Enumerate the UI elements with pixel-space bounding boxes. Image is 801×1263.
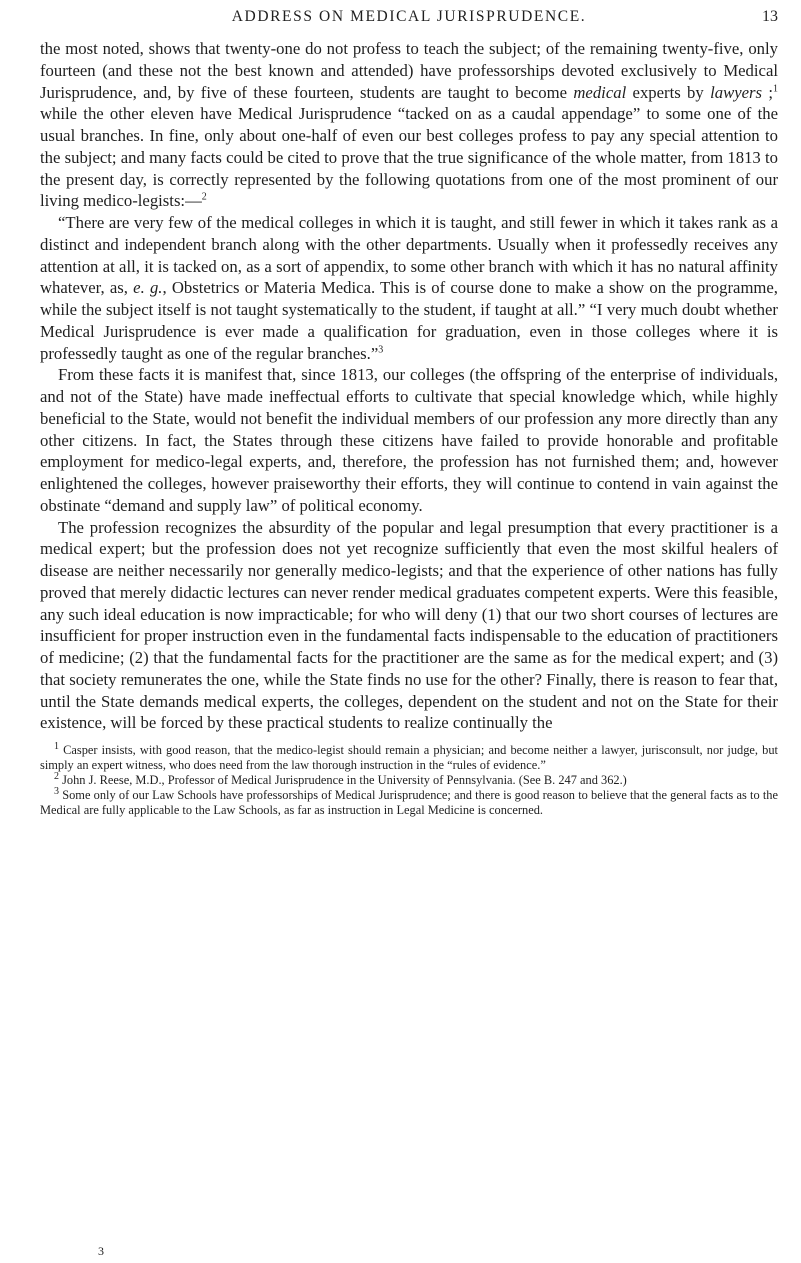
text-run: experts by [626,82,711,102]
footnote-marker: 1 [773,82,778,94]
footnote-marker: 1 [54,740,59,752]
body-text [40,38,778,734]
italic-text: e. g. [133,278,163,298]
paragraph [40,38,778,212]
paragraph [40,212,778,364]
text-run: Some only of our Law Schools have professorships of Medical Jurisprudence; and there is good reason to believe that the general facts as to the Medical are fully applicable to the Law Schools, as far as instruction in Legal Medicine is concerned. [40,788,778,818]
footnote [40,788,778,818]
text-run: John J. Reese, M.D., Professor of Medical Jurisprudence in the University of Pennsylvania. (See B. 247 and 362.) [59,773,627,788]
text-run: while the other eleven have Medical Jurisprudence “tacked on as a caudal appendage” to some one of the usual branches. In fine, only about one-half of even our best colleges profess to pay any special attention to the subject; and many facts could be cited to prove that the true significance of the whole matter, from 1813 to the present day, is correctly represented by the following quotations from one of the most prominent of our living medico-legists:— [40,104,778,211]
footnotes [40,740,778,818]
text-run: “There are very few of the medical colleges in which it is taught, and still fewer in which it takes rank as a distinct and independent branch along with the other departments. Usually when it professedly receives any attention at all, it is tacked on, as a sort of appendix, to some other branch with which it has no natural affinity whatever, as, [40,213,778,298]
running-head [40,8,778,38]
footnote [40,740,778,773]
book-page [40,0,778,1263]
text-run: the most noted, shows that twenty-one do not profess to teach the subject; of the remaining twenty-five, only fourteen (and these not the best known and attended) have professorships devoted exclusively to Medical Jurisprudence, and, by five of these fourteen, students are taught to become [40,39,778,102]
signature-mark: 3 [98,1244,104,1258]
italic-text: medical [573,82,627,102]
footnote-marker: 3 [378,343,384,355]
text-run: ; [762,82,773,102]
page-number: 13 [762,8,778,25]
paragraph [40,517,778,735]
footnote-marker: 2 [201,191,207,203]
running-title: ADDRESS ON MEDICAL JURISPRUDENCE. [231,8,587,25]
footnote [40,773,778,788]
text-run: The profession recognizes the absurdity of the popular and legal presumption that every practitioner is a medical expert; but the profession does not yet recognize sufficiently that even the most skilful healers of disease are neither necessarily nor generally medico-legists; and that the experience of other nations has fully proved that merely didactic lectures can never render medical graduates competent experts. Were this feasible, any such ideal education is now impracticable; for who will deny (1) that our two short courses of lectures are insufficient for proper instruction even in the fundamental facts indispensable to the education of practitioners of medicine; (2) that the fundamental facts for the practitioner are the same as for the medical expert; and (3) that society remunerates the one, while the State finds no use for the other? Finally, there is reason to fear that, until the State demands medical experts, the colleges, dependent on the student and not on the State for their existence, will be forced by these practical students to realize continually the [40,517,778,733]
italic-text: lawyers [710,82,763,102]
text-run: Casper insists, with good reason, that the medico-legist should remain a physician; and become neither a lawyer, jurisconsult, nor judge, but simply an expert witness, who does need from the law thorough instruction in the “rules of evidence.” [40,743,778,773]
footnote-marker: 3 [54,786,59,798]
text-run: From these facts it is manifest that, since 1813, our colleges (the offspring of the enterprise of individuals, and not of the State) have made ineffectual efforts to cultivate that special knowledge which, while highly beneficial to the State, would not benefit the individual members of our profession any more directly than any other citizens. In fact, the States through these citizens have failed to provide honorable and profitable employment for medico-legal experts, and, therefore, the profession has not furnished them; and, however enlightened the colleges, however praiseworthy their efforts, they will continue to contend in vain against the obstinate “demand and supply law” of political economy. [40,365,778,515]
footnote-marker: 2 [54,771,59,783]
paragraph [40,364,778,516]
text-run: , Obstetrics or Materia Medica. This is of course done to make a show on the programme, while the subject itself is not taught systematically to the student, if taught at all.” “I very much doubt whether Medical Jurisprudence is ever made a qualification for graduation, even in those colleges where it is professedly taught as one of the regular branches.” [40,278,778,363]
